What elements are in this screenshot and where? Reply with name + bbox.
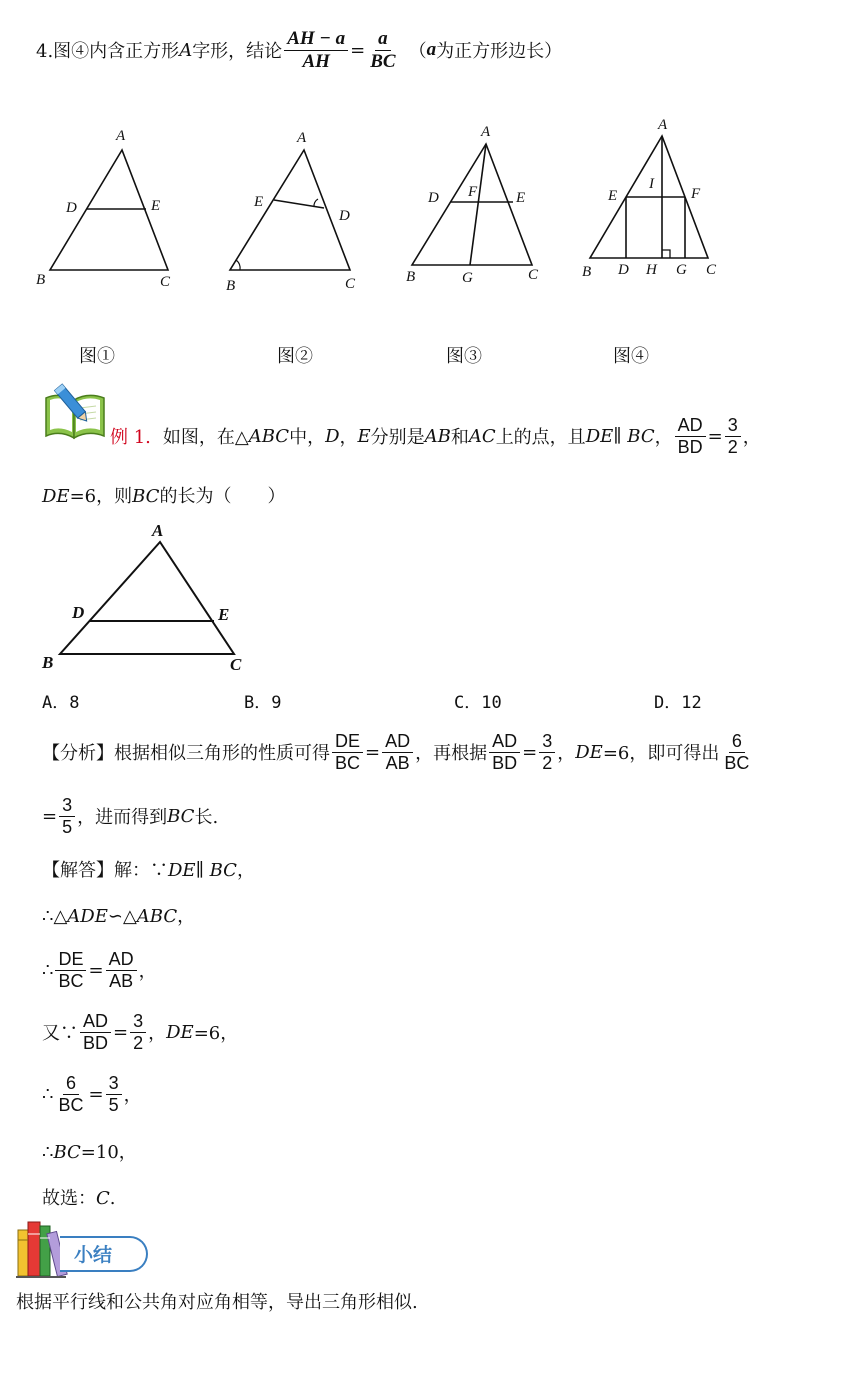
- solution-text: ，: [138, 961, 157, 982]
- fig4-label-e: E: [608, 188, 618, 204]
- solution-eq: =: [113, 1021, 129, 1043]
- item4-a: A: [179, 39, 193, 61]
- analysis-eq: =: [42, 805, 58, 827]
- analysis-frac-ad-bd: $\frac{AD}{BD}$: [489, 731, 520, 773]
- solution-text: =10，: [80, 1142, 137, 1163]
- solution-bc: BC: [53, 1142, 81, 1163]
- fig1-label-d: D: [66, 200, 77, 216]
- fig2-label-a: A: [297, 130, 307, 146]
- example-text: 如图，在△: [162, 427, 249, 448]
- notebook-pen-icon: [42, 382, 110, 442]
- example-text: =6，则: [69, 486, 133, 507]
- solution-frac-3-2: $\frac{3}{2}$: [130, 1011, 146, 1053]
- fig1-label-e: E: [151, 198, 161, 214]
- example-figure: [36, 516, 266, 678]
- solution-text: ，: [236, 860, 255, 881]
- analysis-frac-de-bc: $\frac{DE}{BC}$: [332, 731, 363, 773]
- item4-mid: 字形，结论: [192, 41, 283, 62]
- fig2-label-c: C: [345, 276, 356, 292]
- item4-note: 为正方形边长）: [436, 41, 563, 62]
- analysis-text: ，进而得到: [77, 807, 168, 828]
- item4-eq: =: [350, 39, 366, 61]
- fig4-label-g: G: [676, 262, 687, 278]
- analysis-bc: BC: [167, 805, 195, 827]
- example-fig-label-c: C: [230, 655, 242, 674]
- example-text: ，: [742, 427, 761, 448]
- example-text: ，: [339, 427, 358, 448]
- solution-text: 故选：: [42, 1188, 96, 1209]
- solution-line-1: [42, 856, 255, 882]
- fig1-label-c: C: [160, 274, 171, 290]
- example-text: 和: [450, 427, 469, 448]
- solution-text: ∴: [42, 1142, 54, 1163]
- item4-a-var: a: [426, 39, 437, 60]
- solution-eq: =: [88, 959, 104, 981]
- example-text: 分别是: [370, 427, 425, 448]
- fig4-label-h: H: [646, 262, 657, 278]
- solution-text: .: [109, 1188, 116, 1209]
- solution-text: ∴△: [42, 906, 68, 927]
- item4-prefix: 4.图④内含正方形: [36, 41, 180, 62]
- fig3-label-b: B: [406, 269, 416, 285]
- example-fig-label-e: E: [218, 605, 230, 624]
- fig4-label-i: I: [649, 176, 654, 192]
- fig3-label-e: E: [516, 190, 526, 206]
- solution-text: ，: [177, 906, 196, 927]
- solution-math: ADE∽△ABC: [67, 906, 178, 927]
- example-text: 中，: [289, 427, 326, 448]
- analysis-line-2: [42, 790, 218, 842]
- fig2-label-b: B: [226, 278, 236, 294]
- solution-text: ∴: [42, 1083, 54, 1105]
- fig2-label-e: E: [254, 194, 264, 210]
- solution-text: ∴: [42, 959, 54, 981]
- fig4-label-a: A: [658, 117, 668, 133]
- solution-text: 解：∵: [114, 860, 168, 881]
- solution-line-7: [42, 1184, 116, 1210]
- analysis-frac-3-2: $\frac{3}{2}$: [539, 731, 555, 773]
- analysis-text: ，: [557, 743, 576, 764]
- solution-line-2: [42, 902, 195, 928]
- fig4-label-f: F: [691, 186, 701, 202]
- example-label: 例 1.: [110, 427, 151, 448]
- example-fig-label-b: B: [42, 653, 54, 672]
- example-text: 上的点，且: [495, 427, 586, 448]
- caption-fig1: 图①: [79, 346, 115, 367]
- caption-fig2: 图②: [277, 346, 313, 367]
- example-eq: =: [707, 425, 723, 447]
- fig3-label-f: F: [468, 184, 478, 200]
- analysis-frac-ad-ab: $\frac{AD}{AB}$: [382, 731, 413, 773]
- solution-math: DE∥ BC: [168, 860, 237, 881]
- solution-text: ，: [123, 1085, 142, 1106]
- solution-line-4: [42, 1006, 238, 1058]
- choice-b: B．9: [244, 693, 282, 713]
- solution-de: DE: [166, 1021, 194, 1043]
- figure-2: [218, 118, 378, 298]
- solution-frac-ad-bd: $\frac{AD}{BD}$: [80, 1011, 111, 1053]
- example-frac-3-2: $\frac{3}{2}$: [725, 415, 741, 457]
- solution-text: 又∵: [42, 1023, 78, 1044]
- item4-paren: （: [408, 41, 427, 62]
- fig4-label-b: B: [582, 264, 592, 280]
- fig3-label-c: C: [528, 267, 539, 283]
- example-ab: AB: [424, 425, 451, 447]
- example-de: DE: [42, 486, 70, 507]
- summary-text: 根据平行线和公共角对应角相等，导出三角形相似.: [16, 1292, 418, 1313]
- example-fig-label-d: D: [72, 603, 85, 622]
- analysis-frac-6-bc: $\frac{6}{BC}$: [724, 730, 750, 773]
- solution-text: ，: [148, 1023, 167, 1044]
- fig1-label-a: A: [116, 128, 126, 144]
- analysis-eq: =: [522, 741, 538, 763]
- analysis-frac-3-5: $\frac{3}{5}$: [59, 795, 75, 837]
- item4-frac1: $\frac{AH - a}{AH}$: [284, 28, 348, 73]
- solution-line-6: [42, 1138, 137, 1164]
- solution-frac-6-bc: $\frac{6}{BC}$: [58, 1072, 84, 1115]
- example-ac: AC: [468, 425, 496, 447]
- analysis-text: =6，即可得出: [602, 743, 720, 764]
- item4-frac2: $\frac{a}{BC}$: [370, 27, 396, 72]
- caption-fig4: 图④: [613, 346, 649, 367]
- analysis-text: 长.: [194, 807, 219, 828]
- fig3-label-a: A: [481, 124, 491, 140]
- example-line-1: [110, 410, 761, 462]
- caption-fig3: 图③: [446, 346, 482, 367]
- example-d: D: [325, 425, 340, 447]
- figure-1: [30, 118, 190, 298]
- example-debc: DE∥ BC: [585, 425, 655, 447]
- summary-badge-label: 小结: [74, 1244, 113, 1266]
- fig3-label-d: D: [428, 190, 439, 206]
- analysis-text: ，再根据: [415, 743, 488, 764]
- example-line-2: [42, 482, 285, 508]
- fig4-label-d: D: [618, 262, 629, 278]
- solution-frac-3-5: $\frac{3}{5}$: [106, 1073, 122, 1115]
- analysis-label: 【分析】: [42, 743, 114, 764]
- example-bc: BC: [132, 486, 160, 507]
- solution-answer: C: [96, 1188, 110, 1209]
- fig4-label-c: C: [706, 262, 717, 278]
- example-text: 的长为（ ）: [159, 486, 286, 507]
- solution-label: 【解答】: [42, 860, 114, 881]
- choice-a: A．8: [42, 693, 80, 713]
- solution-line-5: [42, 1068, 142, 1120]
- example-abc: ABC: [248, 425, 290, 447]
- analysis-text: 根据相似三角形的性质可得: [114, 743, 330, 764]
- choice-c: C．10: [454, 693, 502, 713]
- solution-line-3: [42, 944, 157, 996]
- choice-d: D．12: [654, 693, 702, 713]
- example-frac-ad-bd: $\frac{AD}{BD}$: [675, 415, 706, 457]
- fig1-label-b: B: [36, 272, 46, 288]
- solution-frac-de-bc: $\frac{DE}{BC}$: [55, 949, 86, 991]
- analysis-de: DE: [575, 741, 603, 763]
- item4-line: [36, 27, 563, 72]
- analysis-eq: =: [365, 741, 381, 763]
- solution-frac-ad-ab: $\frac{AD}{AB}$: [106, 949, 137, 991]
- fig3-label-g: G: [462, 270, 473, 286]
- figure-4: [578, 112, 738, 298]
- example-text: ，: [654, 427, 673, 448]
- figure-3: [398, 118, 558, 298]
- analysis-line-1: [42, 726, 754, 778]
- fig2-label-d: D: [339, 208, 350, 224]
- example-fig-label-a: A: [152, 521, 164, 540]
- solution-eq: =: [88, 1083, 104, 1105]
- example-e: E: [357, 425, 371, 447]
- solution-text: =6，: [193, 1023, 239, 1044]
